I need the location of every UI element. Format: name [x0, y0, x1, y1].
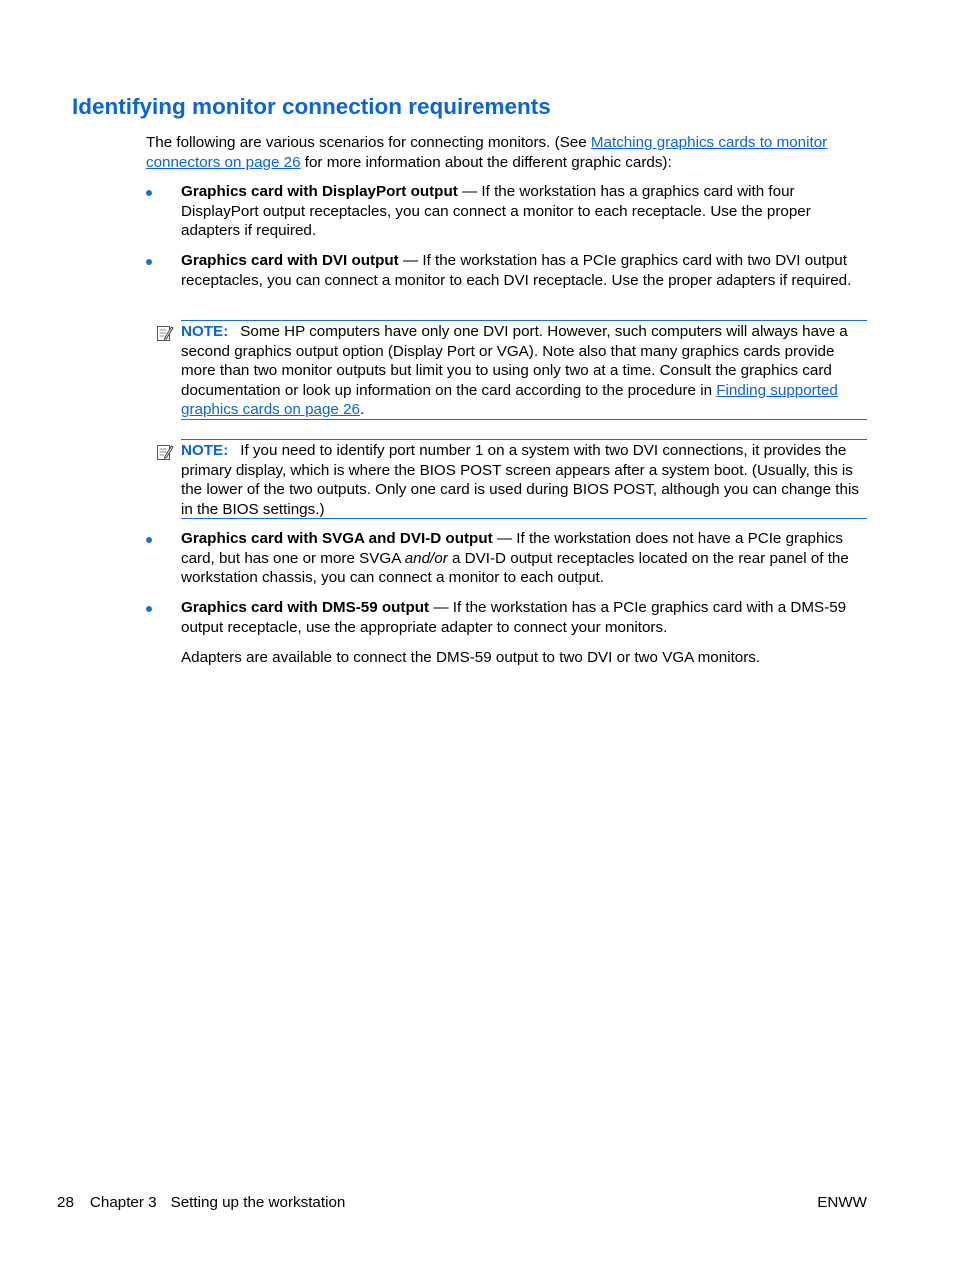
- footer-right: ENWW: [817, 1194, 867, 1211]
- adapters-paragraph: Adapters are available to connect the DMS-59 output to two DVI or two VGA monitors.: [181, 649, 761, 666]
- note-label: NOTE:: [181, 442, 229, 459]
- note-text: If you need to identify port number 1 on a system with two DVI connections, it provides the primary display, which is where the BIOS POST screen appears after a system boot. (Usually, this is the lower of the two outputs. Only one card is used during BIOS POST, although you can change this in the BIOS settings.): [181, 442, 859, 518]
- bullet-text: — If the workstation has a PCIe graphics card with two DVI output receptacles, you can connect a monitor to each DVI receptacle. Use the proper adapters if required.: [181, 252, 852, 289]
- bullet-text-after: a DVI-D output receptacles located on the rear panel of the workstation chassis, you can connect a monitor to each output.: [181, 549, 849, 586]
- bullet-icon: [146, 537, 152, 543]
- bullet-text-italic: and/or: [404, 549, 448, 567]
- note-label: NOTE:: [181, 323, 229, 340]
- footer-chapter-title: Setting up the workstation: [170, 1194, 346, 1211]
- intro-paragraph: [146, 133, 871, 172]
- note-text-after: .: [360, 401, 365, 418]
- intro-text-before: The following are various scenarios for connecting monitors. (See: [146, 134, 591, 151]
- finding-supported-graphics-cards-link[interactable]: Finding supported graphics cards on page 26: [181, 381, 838, 418]
- bullet-text: — If the workstation has a graphics card with four DisplayPort output receptacles, you can connect a monitor to each receptacle. Use the proper adapters if required.: [181, 183, 811, 239]
- bullet-icon: [146, 259, 152, 265]
- bullet-text: — If the workstation does not have a PCIe graphics card, but has one or more SVGA: [181, 530, 843, 567]
- bullet-icon: [146, 606, 152, 612]
- bullet-lead: Graphics card with DVI output: [181, 252, 399, 269]
- page-title: Identifying monitor connection requirements: [72, 94, 551, 119]
- note-box-port-number: [181, 439, 867, 519]
- note-pencil-icon: [156, 324, 174, 342]
- intro-text-after: for more information about the different graphic cards):: [300, 153, 672, 171]
- list-item-dvi: [181, 251, 871, 290]
- footer-page-number: 28: [57, 1194, 74, 1211]
- footer-left: [57, 1193, 345, 1212]
- list-item-svga-dvid: [181, 529, 871, 588]
- bullet-icon: [146, 190, 152, 196]
- note-text: Some HP computers have only one DVI port. However, such computers will always have a second graphics output option (Display Port or VGA). Note also that many graphics cards provide more than two monitor outputs but limit you to using only two at a time. Consult the graphics card documentation or look up information on the card according to the procedure in: [181, 323, 848, 399]
- bullet-lead: Graphics card with DMS-59 output: [181, 599, 430, 616]
- note-pencil-icon: [156, 443, 174, 461]
- bullet-text: — If the workstation has a PCIe graphics card with a DMS-59 output receptacle, use the appropriate adapter to connect your monitors.: [181, 599, 847, 636]
- footer-chapter: Chapter 3: [89, 1194, 157, 1211]
- note-box-dvi-port: [181, 320, 867, 420]
- list-item-dms59: [181, 598, 871, 637]
- matching-graphics-cards-link[interactable]: Matching graphics cards to monitor connectors on page 26: [146, 134, 828, 171]
- bullet-lead: Graphics card with SVGA and DVI-D output: [181, 530, 493, 547]
- bullet-lead: Graphics card with DisplayPort output: [181, 183, 458, 200]
- list-item-displayport: [181, 182, 871, 241]
